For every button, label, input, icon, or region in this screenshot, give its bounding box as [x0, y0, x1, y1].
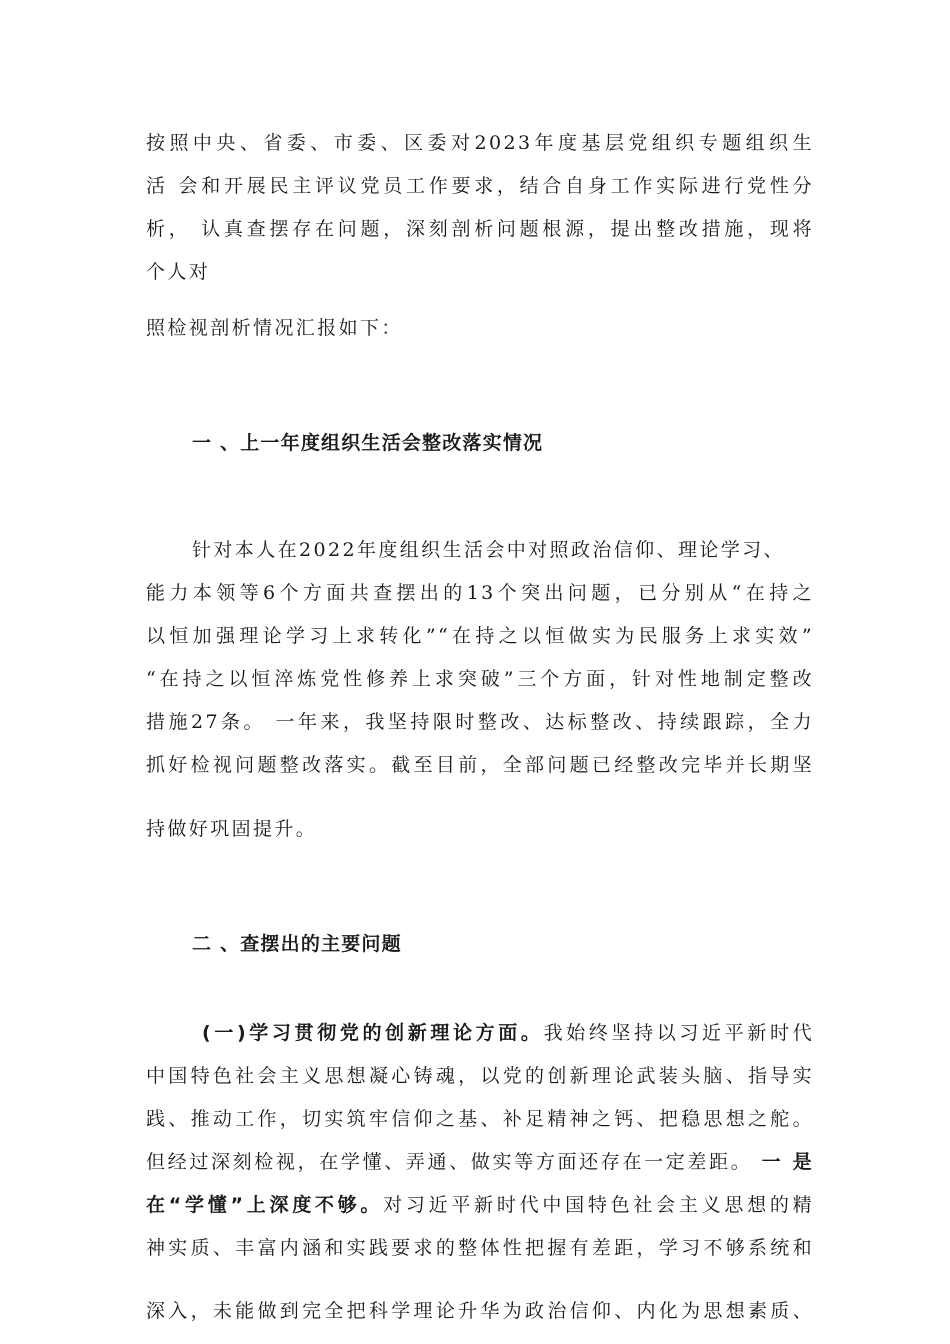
section2-line-4 [146, 1141, 814, 1184]
section1-paragraph [146, 529, 814, 787]
section1-line-2: 能力本领等6个方面共查摆出的13个突出问题，已分别从“在持之 [146, 582, 814, 604]
intro-paragraph [146, 122, 814, 294]
section2-line-4-text: 但经过深刻检视，在学懂、弄通、做实等方面还存在一定差距。 [146, 1151, 753, 1173]
point-one-label: 一 是 [752, 1151, 814, 1173]
section2-line-3: 践、推动工作，切实筑牢信仰之基、补足精神之钙、把稳思想之舵。 [146, 1108, 814, 1130]
section1-line-3: 以恒加强理论学习上求转化”“在持之以恒做实为民服务上求实效” [146, 625, 814, 647]
section2-line-7: 深入，未能做到完全把科学理论升华为政治信仰、内化为思想素质、 [146, 1300, 814, 1322]
section2-line-6: 神实质、丰富内涵和实践要求的整体性把握有差距，学习不够系统和 [146, 1237, 814, 1259]
section-heading-2: 二 、查摆出的主要问题 [192, 933, 402, 955]
section1-line-7: 持做好巩固提升。 [146, 818, 318, 840]
section2-line-1 [146, 1012, 814, 1055]
section2-paragraph [146, 1012, 814, 1270]
intro-line-1: 按照中央、省委、市委、区委对2023年度基层党组织专题组织生 [146, 132, 814, 154]
section2-line-5 [146, 1184, 814, 1227]
section1-line-6: 抓好检视问题整改落实。截至目前，全部问题已经整改完毕并长期坚 [146, 754, 814, 776]
section2-line-5-rest: 对习近平新时代中国特色社会主义思想的精 [383, 1194, 814, 1216]
intro-line-2: 活 会和开展民主评议党员工作要求，结合自身工作实际进行党性分 [146, 175, 814, 197]
intro-line-4: 个人对 [146, 261, 211, 283]
section2-line-1-rest: 我始终坚持以习近平新时代 [543, 1022, 814, 1044]
intro-continuation [146, 307, 814, 350]
section2-line-2: 中国特色社会主义思想凝心铸魂，以党的创新理论武装头脑、指导实 [146, 1065, 814, 1087]
intro-line-5: 照检视剖析情况汇报如下： [146, 317, 403, 339]
section2-tail [146, 1290, 814, 1333]
subheading-1: (一)学习贯彻党的创新理论方面。 [202, 1022, 544, 1044]
section1-line-4: “在持之以恒淬炼党性修养上求突破”三个方面，针对性地制定整改 [146, 668, 814, 690]
point-one-title: 在“学懂”上深度不够。 [146, 1194, 384, 1216]
section1-last-line [146, 808, 814, 851]
section-heading-1: 一 、上一年度组织生活会整改落实情况 [192, 432, 544, 454]
intro-line-3: 析， 认真查摆存在问题，深刻剖析问题根源，提出整改措施，现将 [146, 218, 814, 240]
section1-line-1: 针对本人在2022年度组织生活会中对照政治信仰、理论学习、 [192, 539, 785, 561]
section1-line-5: 措施27条。 一年来，我坚持限时整改、达标整改、持续跟踪，全力 [146, 711, 814, 733]
